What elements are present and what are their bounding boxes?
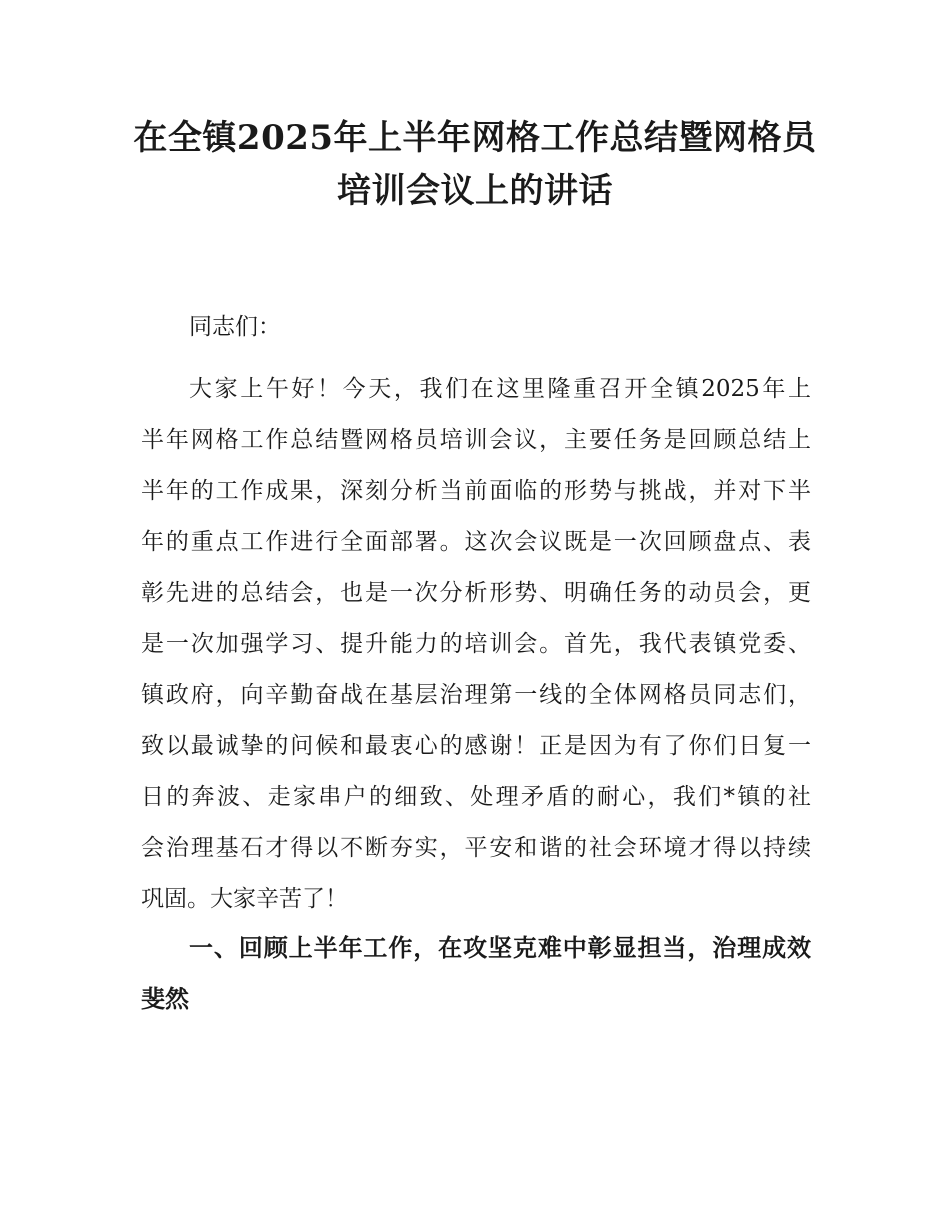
heading-line: 一、回顾上半年工作，在攻坚克难中彰显担当，治理成效 [189,934,811,962]
paragraph-line: 大家上午好！今天，我们在这里隆重召开全镇2025年上 [189,376,811,402]
salutation: 同志们： [189,314,281,340]
paragraph-line: 巩固。大家辛苦了！ [141,886,348,912]
paragraph-line: 半年的工作成果，深刻分析当前面临的形势与挑战，并对下半 [141,478,811,504]
opening-paragraph [141,364,811,925]
paragraph-line: 彰先进的总结会，也是一次分析形势、明确任务的动员会，更 [141,580,811,606]
paragraph-line: 半年网格工作总结暨网格员培训会议，主要任务是回顾总结上 [141,427,811,453]
paragraph-line: 镇政府，向辛勤奋战在基层治理第一线的全体网格员同志们， [141,682,811,708]
paragraph-line: 年的重点工作进行全面部署。这次会议既是一次回顾盘点、表 [141,529,811,555]
document-title [100,112,850,218]
paragraph-line: 会治理基石才得以不断夯实，平安和谐的社会环境才得以持续 [141,835,811,861]
paragraph-line: 是一次加强学习、提升能力的培训会。首先，我代表镇党委、 [141,631,811,657]
paragraph-line: 致以最诚挚的问候和最衷心的感谢！正是因为有了你们日复一 [141,733,811,759]
title-line: 在全镇2025年上半年网格工作总结暨网格员 [133,118,817,158]
section-heading [141,923,811,1025]
heading-line: 斐然 [141,985,189,1013]
title-line: 培训会议上的讲话 [337,171,613,211]
paragraph-line: 日的奔波、走家串户的细致、处理矛盾的耐心，我们*镇的社 [141,784,811,810]
